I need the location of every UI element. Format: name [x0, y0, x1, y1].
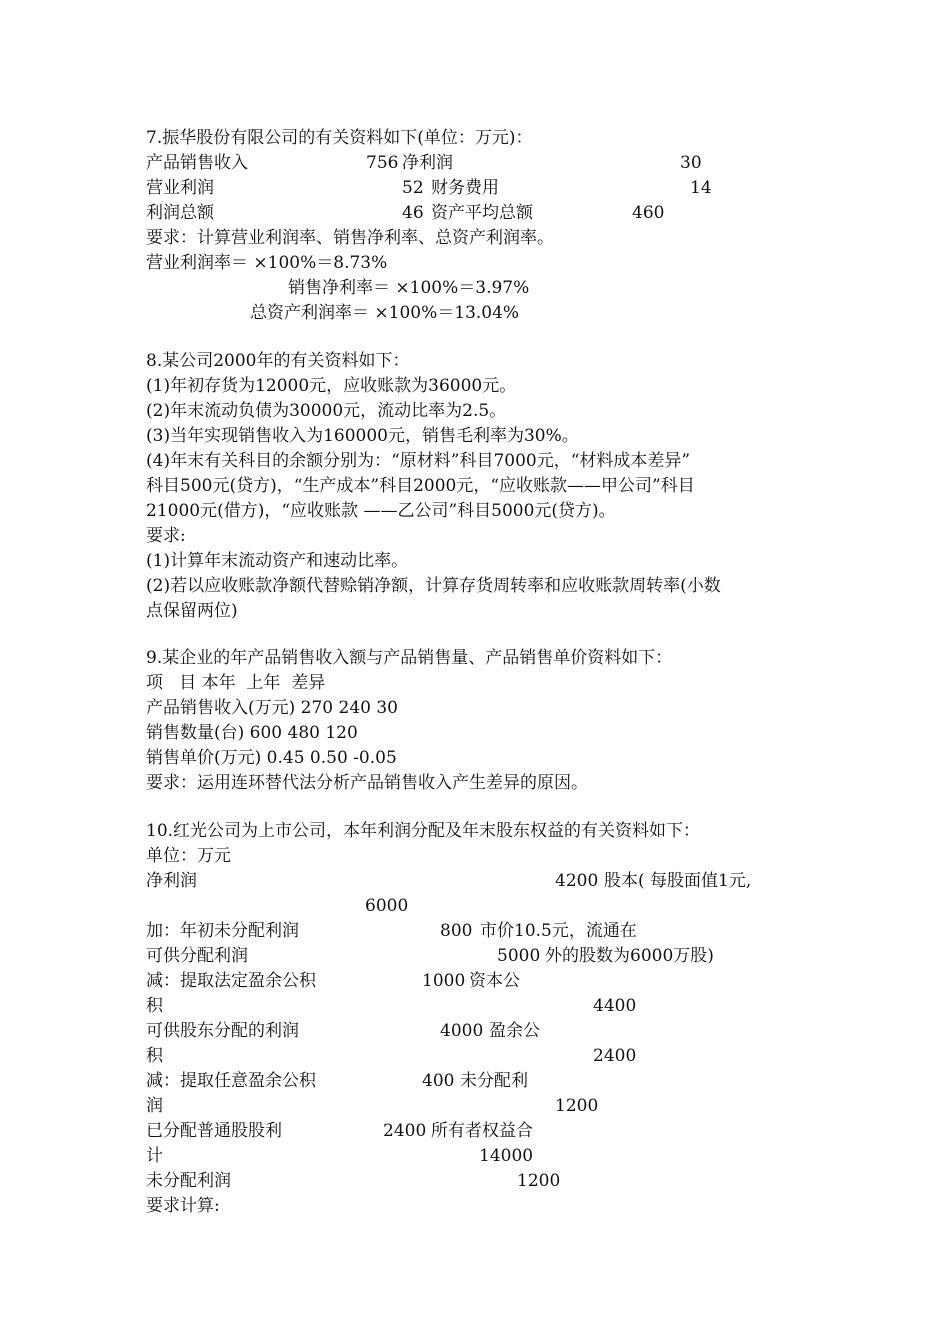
q10-title: 10.红光公司为上市公司，本年利润分配及年末股东权益的有关资料如下： — [146, 821, 701, 841]
q10-left-value: 4000 — [440, 1021, 484, 1041]
q10-left-label: 可供分配利润 — [146, 946, 248, 966]
q10-right-text: 股本( 每股面值1元, — [604, 871, 752, 891]
q10-right-text: 盈余公 — [489, 1021, 540, 1041]
q8-requirement-label: 要求: — [146, 526, 186, 546]
q10-right-text-cont: 计 — [146, 1146, 163, 1166]
q10-left-label: 减：提取法定盈余公积 — [146, 971, 316, 991]
q7-answer-operating-margin: 营业利润率＝ ×100%＝8.73% — [146, 253, 388, 273]
q10-right-value: 2400 — [593, 1046, 637, 1066]
q7-row3-value2: 460 — [632, 203, 665, 223]
q7-row3-label2: 资产平均总额 — [431, 203, 533, 223]
q7-answer-net-margin: 销售净利率＝ ×100%＝3.97% — [288, 278, 530, 298]
q10-left-label: 已分配普通股股利 — [146, 1121, 282, 1141]
q7-answer-roa: 总资产利润率＝ ×100%＝13.04% — [250, 303, 520, 323]
q10-right-text: 未分配利 — [460, 1071, 528, 1091]
q8-item-4-cont1: 科目500元(贷方)，“生产成本”科目2000元，“应收账款——甲公司”科目 — [146, 476, 695, 496]
q10-right-value: 14000 — [479, 1146, 534, 1166]
q10-right-text-cont: 积 — [146, 996, 163, 1016]
q8-requirement-1: (1)计算年末流动资产和速动比率。 — [146, 551, 409, 571]
q10-left-value: 1000 — [422, 971, 466, 991]
q8-item-4: (4)年末有关科目的余额分别为：“原材料”科目7000元，“材料成本差异” — [146, 451, 691, 471]
q10-left-label: 减：提取任意盈余公积 — [146, 1071, 316, 1091]
q9-table-header: 项 目 本年 上年 差异 — [146, 673, 326, 693]
q9-table-row-quantity: 销售数量(台) 600 480 120 — [146, 723, 358, 743]
q10-left-value: 400 — [422, 1071, 455, 1091]
q7-row2-label: 营业利润 — [146, 178, 214, 198]
q10-left-label: 未分配利润 — [146, 1171, 231, 1191]
q8-item-1: (1)年初存货为12000元，应收账款为36000元。 — [146, 376, 517, 396]
q10-left-value: 5000 — [497, 946, 541, 966]
q10-unit: 单位：万元 — [146, 846, 231, 866]
q9-table-row-price: 销售单价(万元) 0.45 0.50 -0.05 — [146, 748, 397, 768]
q10-left-value: 4200 — [555, 871, 599, 891]
q10-right-text: 外的股数为6000万股) — [545, 946, 714, 966]
q7-row1-value: 756 — [366, 153, 399, 173]
q10-right-text: 市价10.5元，流通在 — [480, 921, 637, 941]
q10-right-text: 所有者权益合 — [431, 1121, 533, 1141]
q10-left-value: 1200 — [517, 1171, 561, 1191]
q8-title: 8.某公司2000年的有关资料如下： — [146, 351, 410, 371]
q9-title: 9.某企业的年产品销售收入额与产品销售量、产品销售单价资料如下： — [146, 648, 673, 668]
q7-row1-label2: 净利润 — [402, 153, 453, 173]
q10-left-label: 净利润 — [146, 871, 197, 891]
q10-requirement: 要求计算: — [146, 1196, 220, 1216]
q7-row1-value2: 30 — [680, 153, 702, 173]
q10-right-value: 1200 — [555, 1096, 599, 1116]
q7-row1-label: 产品销售收入 — [146, 153, 248, 173]
q10-left-label: 可供股东分配的利润 — [146, 1021, 299, 1041]
q10-right-value: 4400 — [593, 996, 637, 1016]
q7-requirement: 要求：计算营业利润率、销售净利率、总资产利润率。 — [146, 228, 554, 248]
q7-row3-label: 利润总额 — [146, 203, 214, 223]
q9-requirement: 要求：运用连环替代法分析产品销售收入产生差异的原因。 — [146, 773, 588, 793]
q10-left-value: 800 — [440, 921, 473, 941]
q7-row2-value2: 14 — [690, 178, 712, 198]
q8-requirement-2-cont: 点保留两位) — [146, 601, 238, 621]
q9-table-row-revenue: 产品销售收入(万元) 270 240 30 — [146, 698, 399, 718]
q10-left-label: 加：年初未分配利润 — [146, 921, 299, 941]
q7-row2-value: 52 — [402, 178, 424, 198]
q10-right-text-cont: 积 — [146, 1046, 163, 1066]
q8-item-2: (2)年末流动负债为30000元，流动比率为2.5。 — [146, 401, 507, 421]
q7-row3-value: 46 — [402, 203, 424, 223]
q7-title: 7.振华股份有限公司的有关资料如下(单位：万元)： — [146, 128, 533, 148]
q10-right-value: 6000 — [365, 896, 409, 916]
q10-left-value: 2400 — [383, 1121, 427, 1141]
q10-right-text: 资本公 — [469, 971, 520, 991]
q8-requirement-2: (2)若以应收账款净额代替赊销净额，计算存货周转率和应收账款周转率(小数 — [146, 576, 721, 596]
q8-item-3: (3)当年实现销售收入为160000元，销售毛利率为30%。 — [146, 426, 579, 446]
q10-right-text-cont: 润 — [146, 1096, 163, 1116]
q7-row2-label2: 财务费用 — [431, 178, 499, 198]
q8-item-4-cont2: 21000元(借方)，“应收账款 ——乙公司”科目5000元(贷方)。 — [146, 501, 616, 521]
